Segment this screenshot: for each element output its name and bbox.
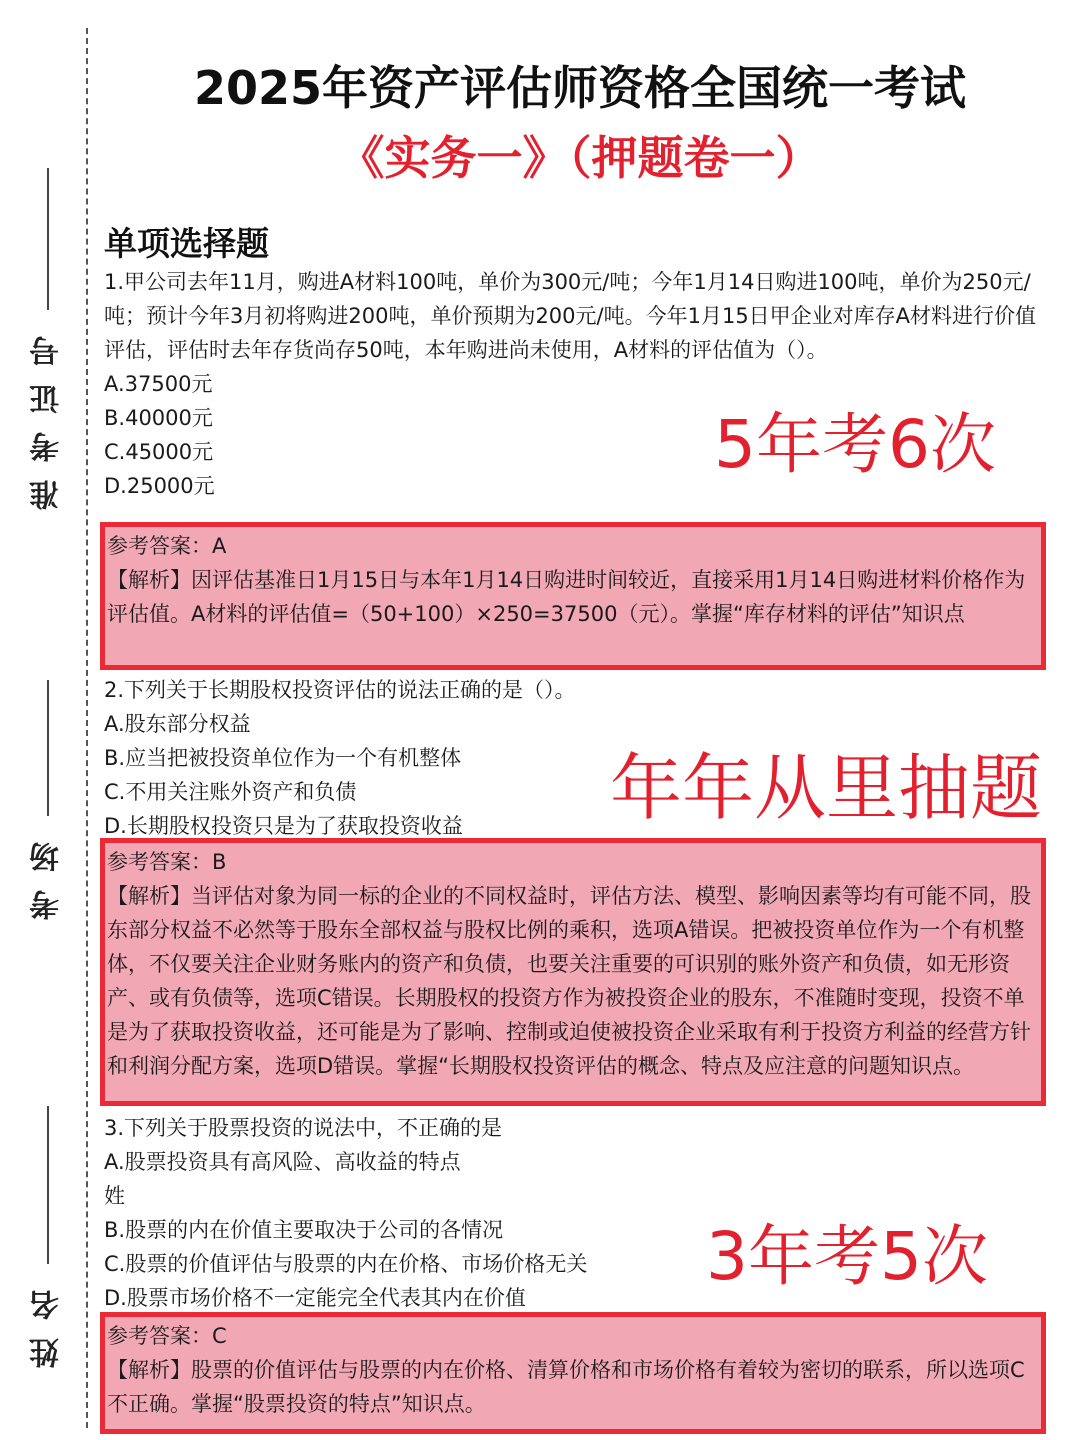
name-label: 姓名 — [30, 1272, 65, 1368]
option-a: A.37500元 — [104, 372, 213, 396]
option-c: C.股票的价值评估与股票的内在价格、市场价格无关 — [104, 1252, 588, 1276]
answer-box-1 — [100, 522, 1046, 670]
question-stem: 2.下列关于长期股权投资评估的说法正确的是（）。 — [104, 678, 576, 702]
stray-character: 姓 — [104, 1184, 125, 1208]
option-d: D.25000元 — [104, 474, 215, 498]
exam-number-underline — [47, 168, 49, 310]
answer-box-2 — [100, 838, 1046, 1106]
reference-answer: 参考答案：A — [107, 534, 227, 558]
frequency-stamp-2: 年年从里抽题 — [610, 746, 1043, 830]
page-subtitle: 《实务一》（押题卷一） — [338, 131, 822, 185]
section-heading: 单项选择题 — [104, 224, 269, 263]
name-field — [30, 1106, 66, 1368]
binding-dashed-line — [86, 28, 88, 1428]
option-b: B.40000元 — [104, 406, 213, 430]
analysis-text: 【解析】股票的价值评估与股票的内在价格、清算价格和市场价格有着较为密切的联系，所以选项C不正确。掌握“股票投资的特点”知识点。 — [107, 1358, 1025, 1416]
option-b: B.股票的内在价值主要取决于公司的各情况 — [104, 1218, 504, 1242]
question-stem: 3.下列关于股票投资的说法中，不正确的是 — [104, 1116, 503, 1140]
option-a: A.股票投资具有高风险、高收益的特点 — [104, 1150, 461, 1174]
exam-number-label: 准考证号 — [30, 318, 65, 510]
analysis-text: 【解析】当评估对象为同一标的企业的不同权益时，评估方法、模型、影响因素等均有可能不同，股东部分权益不必然等于股东全部权益与股权比例的乘积，选项A错误。把被投资单位作为一个有机整体，不仅要关注企业财务账内的资产和负债，也要关注重要的可识别的账外资产和负债，如无形资产、或有负债等，选项C错误。长期股权的投资方作为被投资企业的股东，不准随时变现，投资不单是为了获取投资收益，还可能是为了影响、控制或迫使被投资企业采取有利于投资方利益的经营方针和利润分配方案，选项D错误。掌握“长期股权投资评估的概念、特点及应注意的问题知识点。 — [107, 884, 1031, 1078]
analysis-text: 【解析】因评估基准日1月15日与本年1月14日购进时间较近，直接采用1月14日购进材料价格作为评估值。A材料的评估值=（50+100）×250=37500（元）。掌握“库存材料的评估”知识点 — [107, 568, 1026, 626]
option-a: A.股东部分权益 — [104, 712, 251, 736]
exam-site-field — [30, 680, 66, 920]
option-d: D.长期股权投资只是为了获取投资收益 — [104, 814, 463, 838]
question-stem: 1.甲公司去年11月，购进A材料100吨，单价为300元/吨；今年1月14日购进100吨，单价为250元/吨；预计今年3月初将购进200吨，单价预期为200元/吨。今年1月15日甲企业对库存A材料进行价值评估，评估时去年存货尚存50吨，本年购进尚未使用，A材料的评估值为（）。 — [104, 270, 1037, 362]
option-d: D.股票市场价格不一定能完全代表其内在价值 — [104, 1286, 526, 1310]
exam-number-field — [30, 168, 66, 510]
reference-answer: 参考答案：B — [107, 850, 227, 874]
exam-site-underline — [47, 680, 49, 816]
page-title: 2025年资产评估师资格全国统一考试 — [193, 61, 967, 115]
option-c: C.45000元 — [104, 440, 214, 464]
name-underline — [47, 1106, 49, 1264]
frequency-stamp-3: 3年考5次 — [706, 1218, 988, 1295]
option-c: C.不用关注账外资产和负债 — [104, 780, 357, 804]
frequency-stamp-1: 5年考6次 — [714, 406, 996, 483]
exam-site-label: 考场 — [30, 824, 65, 920]
option-b: B.应当把被投资单位作为一个有机整体 — [104, 746, 462, 770]
reference-answer: 参考答案：C — [107, 1324, 227, 1348]
answer-box-3 — [100, 1312, 1046, 1434]
